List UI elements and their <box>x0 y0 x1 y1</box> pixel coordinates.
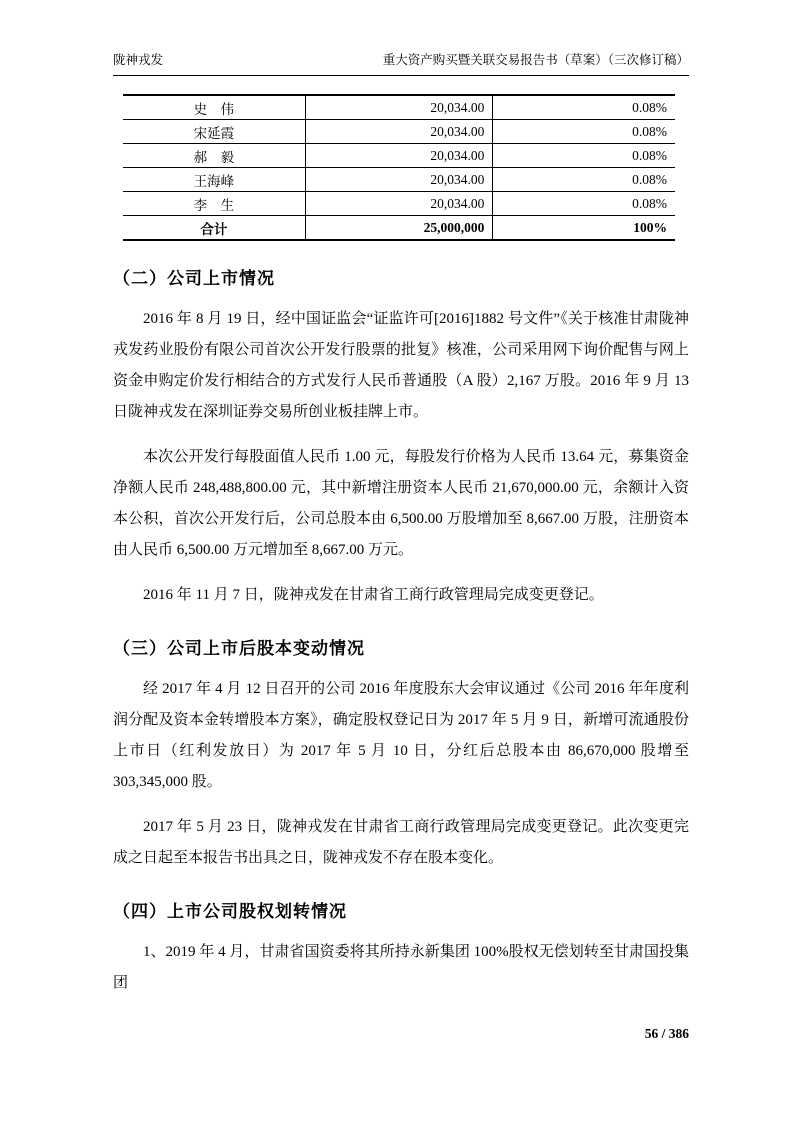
paragraph: 本次公开发行每股面值人民币 1.00 元，每股发行价格为人民币 13.64 元，募集资金净额人民币 248,488,800.00 元，其中新增注册资本人民币 21,670,000.00 元，余额计入资本公积，首次公开发行后，公司总股本由 6,500.00 万股增加至 8,667.00 万股，注册资本由人民币 6,500.00 万元增加至 8,667.00 万元。 <box>113 449 689 558</box>
share-percentage-cell: 0.08% <box>493 192 675 216</box>
section-heading-equity-transfer: （四）上市公司股权划转情况 <box>113 902 347 921</box>
running-header <box>113 52 689 69</box>
share-amount-cell: 20,034.00 <box>305 168 493 192</box>
paragraph: 2017 年 5 月 23 日，陇神戎发在甘肃省工商行政管理局完成变更登记。此次变更完成之日起至本报告书出具之日，陇神戎发不存在股本变化。 <box>113 819 689 866</box>
header-report-title: 重大资产购买暨关联交易报告书（草案）（三次修订稿） <box>382 53 689 67</box>
table-row <box>123 192 675 216</box>
shareholder-table <box>123 94 675 241</box>
table-row <box>123 144 675 168</box>
header-divider <box>113 75 689 76</box>
shareholder-name-cell: 王海峰 <box>123 168 305 192</box>
section-heading-share-capital-changes: （三）公司上市后股本变动情况 <box>113 639 365 658</box>
shareholder-name-cell: 郝 毅 <box>123 144 305 168</box>
table-total-row <box>123 216 675 241</box>
paragraph: 经 2017 年 4 月 12 日召开的公司 2016 年度股东大会审议通过《公司 2016 年年度利润分配及资本金转增股本方案》，确定股权登记日为 2017 年 5 月 9 日，新增可流通股份上市日（红利发放日）为 2017 年 5 月 10 日，分红后总股本由 86,670,000 股增至 303,345,000 股。 <box>113 681 689 790</box>
table-row <box>123 168 675 192</box>
table-row <box>123 120 675 144</box>
total-amount-cell: 25,000,000 <box>305 216 493 241</box>
header-company-name: 陇神戎发 <box>113 53 164 67</box>
page-content <box>113 52 689 999</box>
paragraph: 2016 年 11 月 7 日，陇神戎发在甘肃省工商行政管理局完成变更登记。 <box>143 587 604 603</box>
shareholder-name-cell: 史 伟 <box>123 95 305 120</box>
share-percentage-cell: 0.08% <box>493 120 675 144</box>
share-percentage-cell: 0.08% <box>493 95 675 120</box>
share-amount-cell: 20,034.00 <box>305 192 493 216</box>
paragraph: 1、2019 年 4 月，甘肃省国资委将其所持永新集团 100%股权无偿划转至甘肃国投集团 <box>113 944 689 991</box>
share-percentage-cell: 0.08% <box>493 144 675 168</box>
shareholder-name-cell: 李 生 <box>123 192 305 216</box>
share-amount-cell: 20,034.00 <box>305 95 493 120</box>
share-amount-cell: 20,034.00 <box>305 144 493 168</box>
total-label-cell: 合计 <box>123 216 305 241</box>
total-percentage-cell: 100% <box>633 219 667 235</box>
section-heading-company-listing: （二）公司上市情况 <box>113 269 275 288</box>
page-number: 56 / 386 <box>644 1026 689 1041</box>
shareholder-name-cell: 宋延霞 <box>123 120 305 144</box>
share-amount-cell: 20,034.00 <box>305 120 493 144</box>
paragraph: 2016 年 8 月 19 日，经中国证监会“证监许可[2016]1882 号文件”《关于核准甘肃陇神戎发药业股份有限公司首次公开发行股票的批复》核准，公司采用网下询价配售与网上资金申购定价发行相结合的方式发行人民币普通股（A 股）2,167 万股。2016 年 9 月 13 日陇神戎发在深圳证券交易所创业板挂牌上市。 <box>113 311 689 420</box>
share-percentage-cell: 0.08% <box>493 168 675 192</box>
table-row <box>123 95 675 120</box>
